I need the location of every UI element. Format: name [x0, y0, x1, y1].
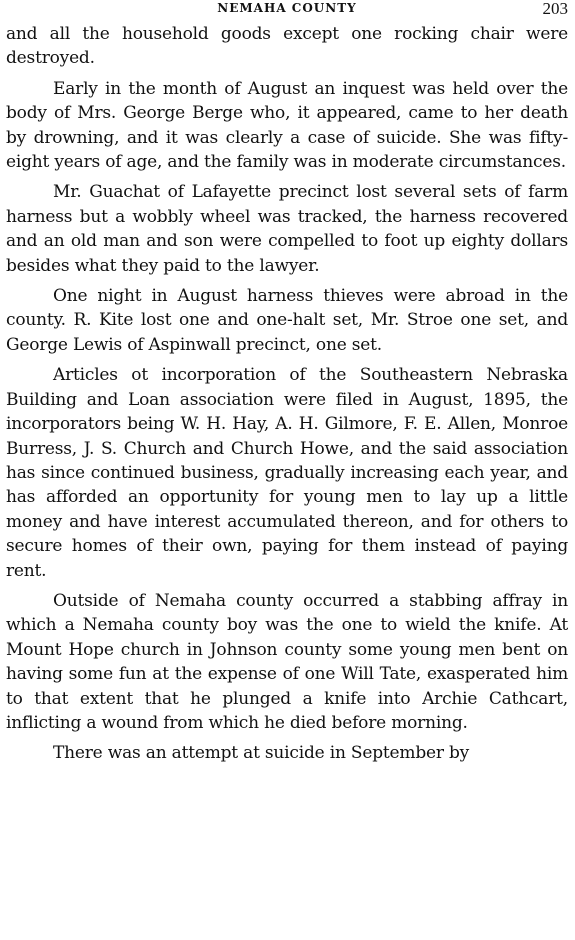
paragraph-harness-thieves: One night in August harness thieves were abroad in the county. R. Kite lost one and one-halt set, Mr. Stroe one set, and George Lewis of Aspinwall precinct, one set.: [6, 286, 568, 355]
page-number: 203: [542, 0, 568, 18]
body-text: [6, 22, 568, 766]
running-head: [6, 0, 568, 22]
paragraph-incorporation: Articles ot incorporation of the Southeastern Nebraska Building and Loan association were filed in August, 1895, the incorporators being W. H. Hay, A. H. Gilmore, F. E. Allen, Monroe Burress, J. S. Church and Church Howe, and the said association has since continued business, gradually increasing each year, and has afforded an opportunity for young men to lay up a little money and have interest accumulated thereon, and for others to secure homes of their own, paying for them instead of paying rent.: [6, 365, 568, 581]
paragraph-continuation: and all the household goods except one rocking chair were destroyed.: [6, 24, 568, 69]
running-title: NEMAHA COUNTY: [217, 1, 357, 15]
book-page: [6, 0, 568, 940]
paragraph-suicide-attempt: There was an attempt at suicide in September by: [53, 743, 470, 764]
paragraph-inquest: Early in the month of August an inquest was held over the body of Mrs. George Berge who, it appeared, came to her death by drowning, and it was clearly a case of suicide. She was fifty-eight years of age, and the family was in moderate circumstances.: [6, 78, 568, 173]
paragraph-stabbing: Outside of Nemaha county occurred a stabbing affray in which a Nemaha county boy was the one to wield the knife. At Mount Hope church in Johnson county some young men bent on having some fun at the expense of one Will Tate, exasperated him to that extent that he plunged a knife into Archie Cathcart, inflicting a wound from which he died before morning.: [6, 590, 568, 733]
paragraph-harness-guachat: Mr. Guachat of Lafayette precinct lost several sets of farm harness but a wobbly wheel was tracked, the harness recovered and an old man and son were compelled to foot up eighty dollars besides what they paid to the lawyer.: [6, 182, 568, 276]
